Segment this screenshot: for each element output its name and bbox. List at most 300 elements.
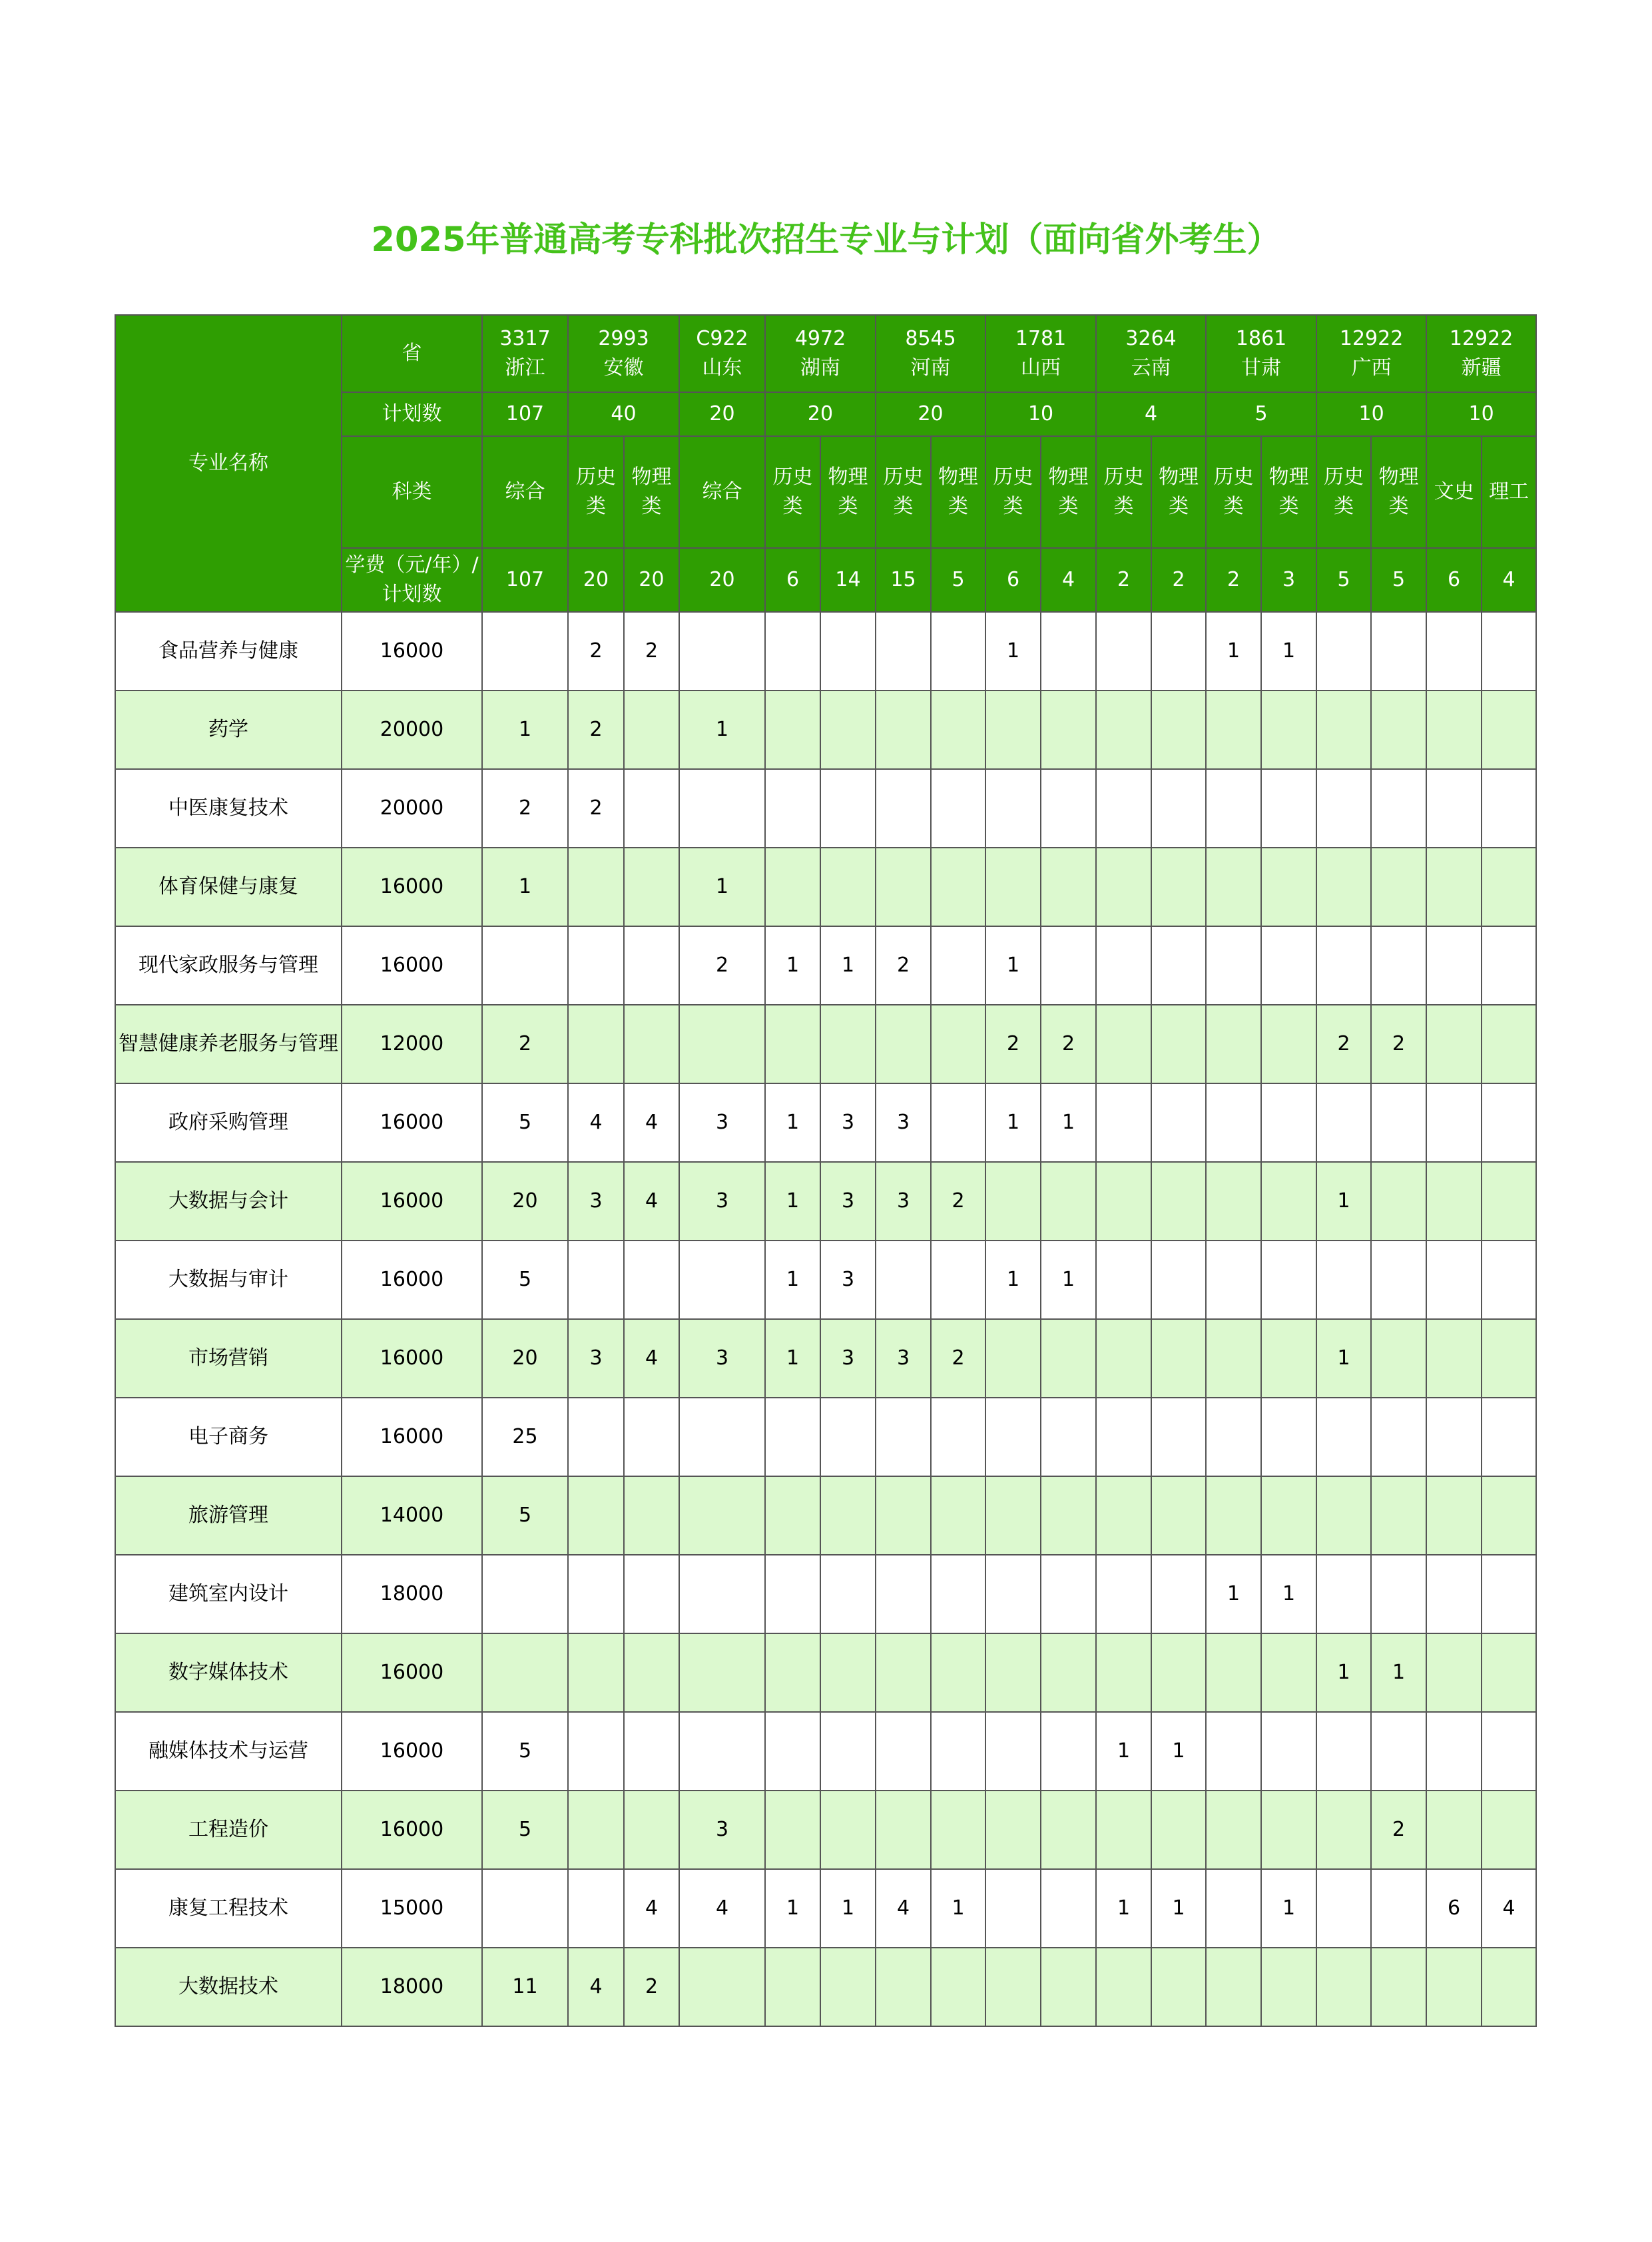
tuition-fee: 20000	[342, 691, 482, 769]
plan-count-cell	[1206, 1869, 1261, 1948]
tuition-fee: 16000	[342, 1398, 482, 1476]
plan-count-cell	[1096, 1633, 1151, 1712]
plan-count-cell	[679, 1398, 765, 1476]
plan-count-cell	[1096, 1476, 1151, 1555]
plan-count-cell	[1206, 1948, 1261, 2026]
plan-count-cell	[1371, 1241, 1426, 1319]
plan-count-cell	[568, 1712, 624, 1791]
plan-count-cell	[1206, 1241, 1261, 1319]
plan-count-cell	[820, 1948, 876, 2026]
plan-count-cell: 1	[1206, 612, 1261, 691]
subject-count: 15	[876, 548, 931, 612]
plan-count-cell	[1151, 1162, 1206, 1241]
plan-count-cell: 1	[985, 612, 1041, 691]
province-code: 3317	[499, 327, 551, 350]
plan-count-cell: 2	[1371, 1005, 1426, 1083]
tuition-fee: 14000	[342, 1476, 482, 1555]
subject-count: 6	[1426, 548, 1482, 612]
plan-count-cell	[1316, 1083, 1371, 1162]
province-name: 湖南	[800, 356, 841, 380]
province-header	[1316, 315, 1426, 392]
tuition-fee: 20000	[342, 769, 482, 848]
plan-count-cell	[1371, 1162, 1426, 1241]
province-name: 浙江	[505, 356, 545, 380]
plan-count-cell	[1096, 1005, 1151, 1083]
subject-category: 历史类	[765, 436, 820, 548]
plan-count-cell	[931, 1712, 985, 1791]
subject-count: 5	[931, 548, 985, 612]
plan-count-cell: 1	[1206, 1555, 1261, 1633]
subject-count: 3	[1261, 548, 1316, 612]
subject-count: 6	[985, 548, 1041, 612]
plan-count-cell	[624, 926, 679, 1005]
province-name: 广西	[1351, 356, 1392, 380]
plan-count-cell: 3	[876, 1083, 931, 1162]
major-name: 融媒体技术与运营	[115, 1712, 342, 1791]
plan-count-cell: 2	[482, 769, 568, 848]
plan-count-cell	[1096, 769, 1151, 848]
plan-count-cell	[1151, 769, 1206, 848]
plan-count-cell	[1426, 1005, 1482, 1083]
plan-count-cell	[1151, 612, 1206, 691]
plan-count-cell	[1206, 1083, 1261, 1162]
plan-count-cell	[1261, 1948, 1316, 2026]
plan-count-cell	[985, 1948, 1041, 2026]
subject-count: 6	[765, 548, 820, 612]
plan-count-cell	[1316, 1948, 1371, 2026]
plan-count-cell	[1261, 1398, 1316, 1476]
table-row	[115, 1712, 1536, 1791]
subject-category: 历史类	[568, 436, 624, 548]
plan-count-cell	[1041, 1476, 1096, 1555]
plan-count-cell	[1041, 1555, 1096, 1633]
tuition-fee: 16000	[342, 1633, 482, 1712]
province-header	[985, 315, 1096, 392]
major-name: 数字媒体技术	[115, 1633, 342, 1712]
subject-category: 物理类	[1261, 436, 1316, 548]
plan-count-cell	[931, 926, 985, 1005]
plan-count-cell	[1482, 1241, 1536, 1319]
plan-count-cell: 1	[765, 1869, 820, 1948]
plan-count-cell	[1371, 848, 1426, 926]
plan-count-cell	[931, 1555, 985, 1633]
enrollment-plan-table	[115, 314, 1537, 2027]
plan-count-cell	[931, 1633, 985, 1712]
plan-count-cell	[985, 1162, 1041, 1241]
plan-count-cell	[1261, 926, 1316, 1005]
table-row	[115, 1162, 1536, 1241]
plan-count-cell	[765, 1712, 820, 1791]
major-name: 市场营销	[115, 1319, 342, 1398]
plan-count-cell: 2	[568, 769, 624, 848]
plan-count-cell	[876, 1948, 931, 2026]
plan-count-cell: 3	[820, 1162, 876, 1241]
plan-count-cell: 1	[1096, 1712, 1151, 1791]
table-row	[115, 848, 1536, 926]
plan-count-cell: 1	[985, 1083, 1041, 1162]
plan-count-cell: 5	[482, 1791, 568, 1869]
major-name: 建筑室内设计	[115, 1555, 342, 1633]
province-name: 甘肃	[1241, 356, 1282, 380]
plan-count-cell	[931, 848, 985, 926]
plan-count-cell	[1041, 1948, 1096, 2026]
plan-count-cell	[1426, 1633, 1482, 1712]
major-name: 大数据与会计	[115, 1162, 342, 1241]
plan-count-cell	[1371, 1712, 1426, 1791]
subject-count: 20	[624, 548, 679, 612]
table-row	[115, 769, 1536, 848]
plan-count-cell	[876, 1005, 931, 1083]
plan-count-cell	[1151, 1319, 1206, 1398]
plan-count-cell: 1	[1316, 1319, 1371, 1398]
province-name: 山西	[1021, 356, 1061, 380]
plan-count-cell	[1096, 1948, 1151, 2026]
plan-count-cell	[876, 769, 931, 848]
plan-count-cell	[1371, 612, 1426, 691]
province-code: 8545	[905, 327, 956, 350]
plan-count-cell	[1206, 1162, 1261, 1241]
plan-count-cell: 1	[985, 926, 1041, 1005]
subject-category: 综合	[679, 436, 765, 548]
plan-count-cell	[482, 1555, 568, 1633]
table-row	[115, 1241, 1536, 1319]
table-row	[115, 612, 1536, 691]
plan-count-cell: 1	[482, 848, 568, 926]
plan-count-cell: 1	[1316, 1633, 1371, 1712]
plan-count-cell	[931, 1476, 985, 1555]
plan-count-cell	[1096, 1083, 1151, 1162]
plan-count-cell	[931, 1398, 985, 1476]
plan-count-cell: 5	[482, 1083, 568, 1162]
subject-count: 107	[482, 548, 568, 612]
plan-count-cell	[876, 612, 931, 691]
plan-count-cell	[765, 1398, 820, 1476]
plan-count-cell	[1041, 1162, 1096, 1241]
plan-count-cell	[624, 1476, 679, 1555]
province-name: 新疆	[1461, 356, 1502, 380]
plan-count-cell	[1426, 926, 1482, 1005]
plan-count-cell	[1316, 691, 1371, 769]
plan-count-cell	[1426, 769, 1482, 848]
tuition-fee: 12000	[342, 1005, 482, 1083]
plan-count-cell	[1482, 1005, 1536, 1083]
plan-count-cell	[1151, 1398, 1206, 1476]
plan-count-cell	[765, 1633, 820, 1712]
plan-count-cell	[1096, 612, 1151, 691]
plan-count-cell	[985, 1712, 1041, 1791]
plan-count-cell	[876, 1633, 931, 1712]
plan-count-cell	[1041, 1869, 1096, 1948]
plan-count-cell	[1371, 1083, 1426, 1162]
province-code: 1781	[1015, 327, 1067, 350]
province-plan: 20	[876, 392, 985, 436]
plan-count-cell	[624, 769, 679, 848]
plan-count-cell	[876, 1712, 931, 1791]
province-header	[679, 315, 765, 392]
plan-count-cell: 4	[1482, 1869, 1536, 1948]
plan-count-cell	[820, 1005, 876, 1083]
province-code: 12922	[1339, 327, 1404, 350]
plan-count-cell	[1482, 1476, 1536, 1555]
plan-count-cell	[1096, 1555, 1151, 1633]
province-plan: 5	[1206, 392, 1316, 436]
plan-count-cell	[624, 1241, 679, 1319]
plan-count-cell	[1426, 1241, 1482, 1319]
table-row	[115, 1319, 1536, 1398]
subject-category: 历史类	[985, 436, 1041, 548]
plan-count-cell	[679, 1241, 765, 1319]
subject-count: 5	[1371, 548, 1426, 612]
major-name: 旅游管理	[115, 1476, 342, 1555]
plan-count-cell	[1096, 926, 1151, 1005]
plan-count-cell: 1	[482, 691, 568, 769]
plan-count-cell	[1261, 1712, 1316, 1791]
plan-count-cell	[1041, 1712, 1096, 1791]
plan-count-cell	[568, 1241, 624, 1319]
subject-category: 历史类	[1316, 436, 1371, 548]
plan-count-cell	[1371, 1476, 1426, 1555]
plan-count-cell	[985, 848, 1041, 926]
plan-count-cell	[765, 769, 820, 848]
plan-count-cell	[876, 1555, 931, 1633]
plan-count-cell: 5	[482, 1241, 568, 1319]
plan-count-cell	[876, 691, 931, 769]
plan-count-cell: 1	[1041, 1241, 1096, 1319]
plan-count-cell	[1261, 1791, 1316, 1869]
plan-count-cell	[1151, 926, 1206, 1005]
plan-count-cell	[1482, 1633, 1536, 1712]
plan-count-cell	[820, 1476, 876, 1555]
province-header	[1206, 315, 1316, 392]
province-label: 省	[342, 315, 482, 392]
plan-count-cell: 2	[876, 926, 931, 1005]
plan-count-cell	[1316, 1712, 1371, 1791]
plan-count-cell	[624, 848, 679, 926]
province-header	[482, 315, 568, 392]
plan-count-cell	[820, 1791, 876, 1869]
tuition-fee: 16000	[342, 926, 482, 1005]
major-name: 体育保健与康复	[115, 848, 342, 926]
plan-count-cell: 2	[1041, 1005, 1096, 1083]
tuition-fee: 16000	[342, 612, 482, 691]
plan-count-cell	[1482, 612, 1536, 691]
table-row	[115, 1791, 1536, 1869]
plan-count-cell	[568, 848, 624, 926]
plan-count-cell	[1426, 1948, 1482, 2026]
plan-count-cell	[820, 1398, 876, 1476]
plan-count-cell: 1	[765, 1083, 820, 1162]
subject-category: 物理类	[624, 436, 679, 548]
plan-count-cell	[1426, 691, 1482, 769]
plan-count-cell	[1096, 1241, 1151, 1319]
plan-count-cell: 2	[568, 612, 624, 691]
plan-count-cell	[1151, 1948, 1206, 2026]
plan-count-cell	[482, 612, 568, 691]
plan-count-cell	[931, 769, 985, 848]
plan-count-cell: 4	[568, 1948, 624, 2026]
plan-count-cell	[1316, 1791, 1371, 1869]
plan-count-cell	[1206, 1791, 1261, 1869]
plan-count-cell: 2	[624, 612, 679, 691]
province-name: 安徽	[603, 356, 644, 380]
plan-count-cell	[1482, 1948, 1536, 2026]
plan-count-cell	[985, 1633, 1041, 1712]
plan-count-cell	[765, 1948, 820, 2026]
plan-count-cell: 2	[624, 1948, 679, 2026]
plan-label: 计划数	[342, 392, 482, 436]
province-code: 3264	[1125, 327, 1177, 350]
plan-count-cell	[679, 769, 765, 848]
plan-count-cell	[765, 612, 820, 691]
plan-count-cell	[931, 1791, 985, 1869]
plan-count-cell	[765, 848, 820, 926]
plan-count-cell	[1316, 769, 1371, 848]
plan-count-cell	[765, 1555, 820, 1633]
subject-count: 5	[1316, 548, 1371, 612]
subject-count: 4	[1041, 548, 1096, 612]
plan-count-cell: 3	[679, 1791, 765, 1869]
plan-count-cell: 1	[765, 926, 820, 1005]
plan-count-cell: 2	[568, 691, 624, 769]
table-row	[115, 1083, 1536, 1162]
subject-label: 科类	[342, 436, 482, 548]
table-row	[115, 1476, 1536, 1555]
plan-count-cell	[624, 1712, 679, 1791]
plan-count-cell: 3	[820, 1083, 876, 1162]
table-row	[115, 1555, 1536, 1633]
plan-count-cell	[624, 1791, 679, 1869]
plan-count-cell	[568, 1791, 624, 1869]
plan-count-cell	[765, 691, 820, 769]
plan-count-cell	[820, 769, 876, 848]
province-plan: 20	[765, 392, 876, 436]
subject-category: 历史类	[1096, 436, 1151, 548]
plan-count-cell	[1261, 691, 1316, 769]
plan-count-cell	[985, 1476, 1041, 1555]
plan-count-cell	[985, 1398, 1041, 1476]
province-plan: 10	[1316, 392, 1426, 436]
plan-count-cell: 4	[876, 1869, 931, 1948]
plan-count-cell: 3	[679, 1162, 765, 1241]
subject-category: 理工	[1482, 436, 1536, 548]
plan-count-cell	[1261, 1476, 1316, 1555]
table-row	[115, 1005, 1536, 1083]
tuition-fee: 18000	[342, 1948, 482, 2026]
major-name: 食品营养与健康	[115, 612, 342, 691]
plan-count-cell	[679, 1633, 765, 1712]
province-code: 4972	[794, 327, 846, 350]
plan-count-cell	[1096, 691, 1151, 769]
plan-count-cell	[482, 926, 568, 1005]
plan-count-cell	[985, 1555, 1041, 1633]
major-name: 电子商务	[115, 1398, 342, 1476]
province-header	[568, 315, 679, 392]
table-row	[115, 1869, 1536, 1948]
plan-count-cell	[1426, 1476, 1482, 1555]
province-code: 12922	[1449, 327, 1514, 350]
plan-count-cell: 1	[1261, 1555, 1316, 1633]
plan-count-cell: 20	[482, 1162, 568, 1241]
plan-count-cell	[1151, 1791, 1206, 1869]
province-row	[115, 315, 1536, 392]
subject-category: 文史	[1426, 436, 1482, 548]
plan-count-cell: 5	[482, 1712, 568, 1791]
plan-count-cell	[1316, 612, 1371, 691]
plan-count-cell	[931, 691, 985, 769]
plan-count-cell	[1316, 926, 1371, 1005]
plan-count-cell	[876, 1791, 931, 1869]
plan-count-cell	[624, 1398, 679, 1476]
plan-count-cell: 3	[568, 1162, 624, 1241]
province-header	[1096, 315, 1206, 392]
plan-count-cell	[1261, 1162, 1316, 1241]
plan-count-cell	[876, 1476, 931, 1555]
plan-count-cell	[482, 1633, 568, 1712]
plan-count-cell: 4	[624, 1083, 679, 1162]
plan-count-cell: 3	[820, 1319, 876, 1398]
subject-category: 物理类	[820, 436, 876, 548]
plan-count-cell: 1	[820, 926, 876, 1005]
table-row	[115, 1398, 1536, 1476]
plan-count-cell	[1426, 1083, 1482, 1162]
plan-count-cell	[765, 1476, 820, 1555]
plan-count-cell	[1482, 1791, 1536, 1869]
plan-count-cell	[1096, 1319, 1151, 1398]
plan-count-cell	[1261, 848, 1316, 926]
major-name: 现代家政服务与管理	[115, 926, 342, 1005]
plan-count-cell: 1	[1041, 1083, 1096, 1162]
page-title: 2025年普通高考专科批次招生专业与计划（面向省外考生）	[371, 220, 1281, 260]
plan-count-cell	[1371, 1398, 1426, 1476]
plan-count-cell	[568, 1555, 624, 1633]
plan-count-cell: 5	[482, 1476, 568, 1555]
plan-count-cell	[1096, 1398, 1151, 1476]
plan-count-cell: 1	[820, 1869, 876, 1948]
plan-count-cell	[1151, 848, 1206, 926]
plan-count-cell: 1	[985, 1241, 1041, 1319]
plan-count-cell: 4	[624, 1319, 679, 1398]
plan-count-cell	[985, 691, 1041, 769]
plan-count-cell: 1	[679, 848, 765, 926]
plan-count-cell	[1371, 769, 1426, 848]
plan-count-cell	[1206, 1633, 1261, 1712]
plan-count-cell	[1482, 848, 1536, 926]
subject-category: 历史类	[1206, 436, 1261, 548]
plan-count-cell	[1482, 1555, 1536, 1633]
plan-count-cell	[931, 1083, 985, 1162]
plan-count-cell	[568, 926, 624, 1005]
plan-count-cell	[1482, 691, 1536, 769]
plan-count-cell: 3	[568, 1319, 624, 1398]
plan-count-cell	[1316, 1476, 1371, 1555]
plan-count-cell: 3	[679, 1319, 765, 1398]
plan-count-cell	[568, 1005, 624, 1083]
plan-count-cell	[1371, 1948, 1426, 2026]
plan-count-cell	[1371, 1555, 1426, 1633]
major-name: 中医康复技术	[115, 769, 342, 848]
plan-count-cell	[876, 848, 931, 926]
plan-count-cell	[1096, 1791, 1151, 1869]
plan-count-cell	[931, 612, 985, 691]
plan-count-cell: 11	[482, 1948, 568, 2026]
tuition-fee: 16000	[342, 1712, 482, 1791]
plan-count-cell	[985, 1869, 1041, 1948]
subject-category: 物理类	[931, 436, 985, 548]
subject-category: 物理类	[1151, 436, 1206, 548]
plan-count-cell: 3	[876, 1162, 931, 1241]
plan-count-cell	[1371, 1869, 1426, 1948]
subject-count: 2	[1151, 548, 1206, 612]
